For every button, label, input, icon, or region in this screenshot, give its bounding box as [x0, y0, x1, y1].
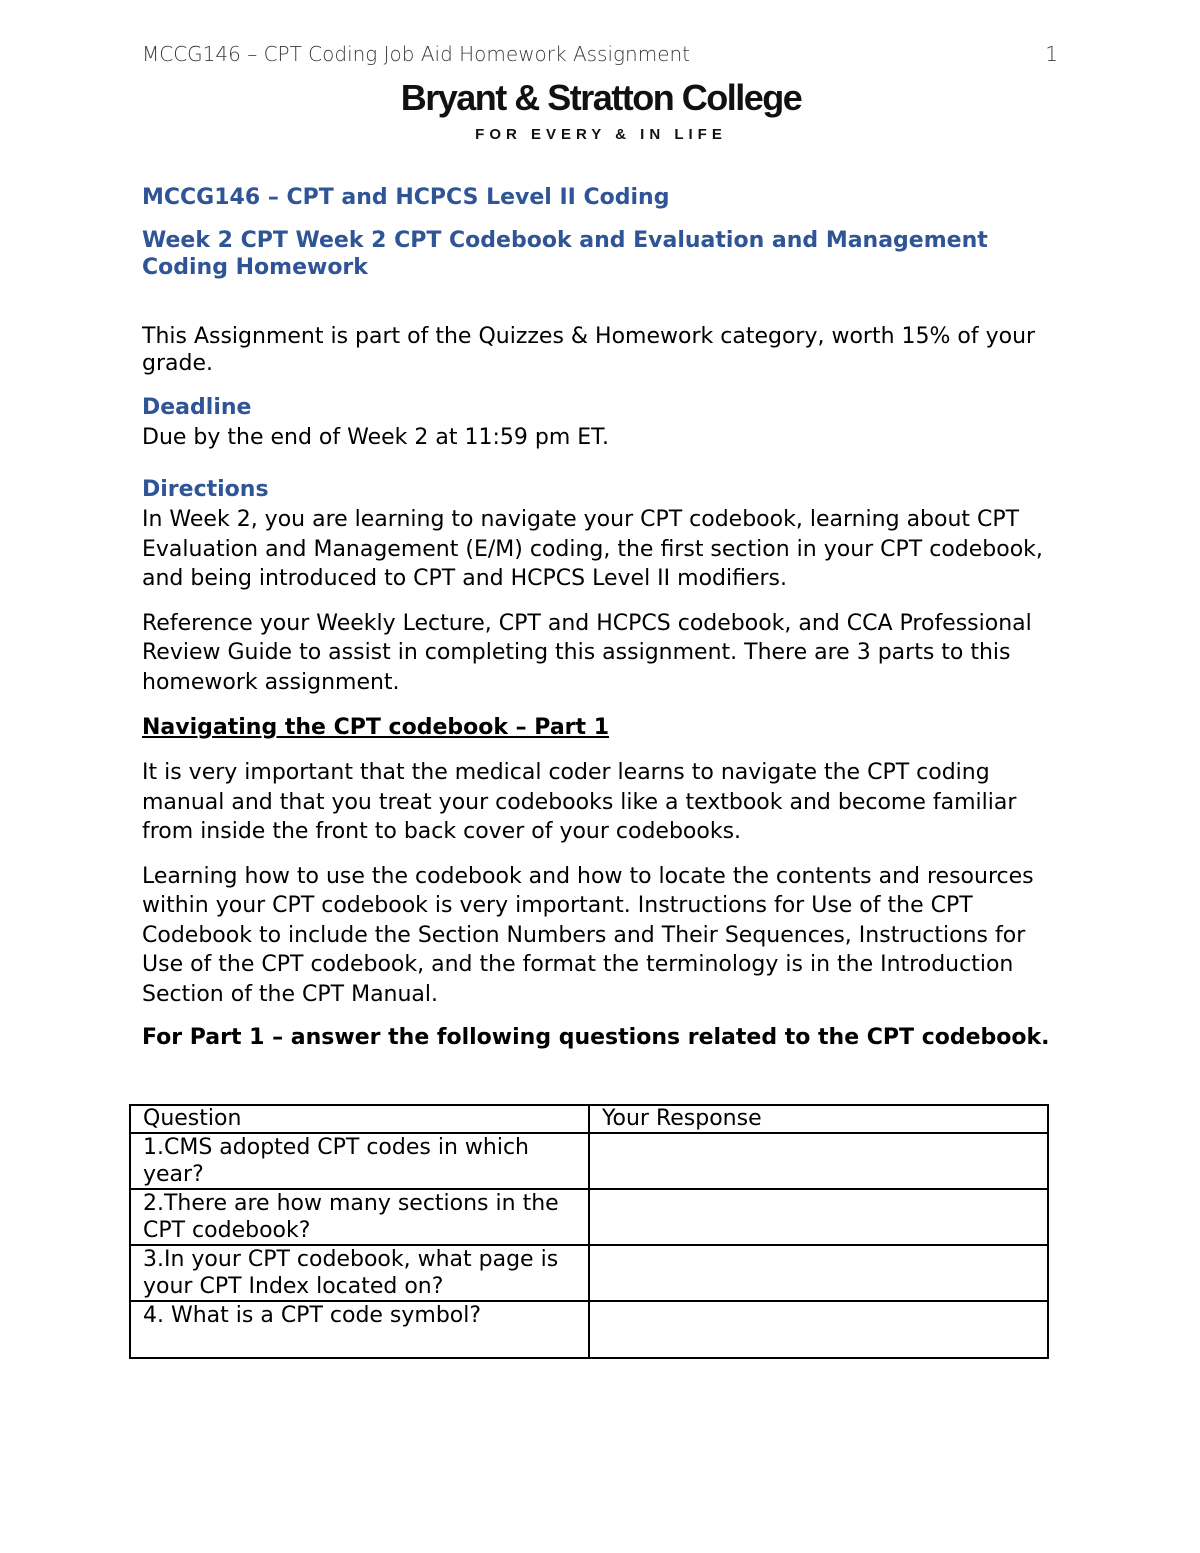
table-row	[130, 1189, 1048, 1245]
table-row	[130, 1245, 1048, 1301]
intro-paragraph: This Assignment is part of the Quizzes & Homework category, worth 15% of your grade.	[142, 324, 1036, 376]
table-header-row	[130, 1105, 1048, 1133]
question-cell: 1.CMS adopted CPT codes in which year?	[130, 1133, 589, 1189]
directions-heading: Directions	[142, 477, 269, 502]
deadline-heading: Deadline	[142, 395, 252, 420]
college-logo	[396, 78, 806, 143]
response-cell[interactable]	[589, 1301, 1048, 1358]
question-cell: 2.There are how many sections in the CPT codebook?	[130, 1189, 589, 1245]
logo-name: Bryant & Stratton College	[400, 77, 802, 118]
part1-instruction: For Part 1 – answer the following questions related to the CPT codebook.	[142, 1025, 1050, 1050]
reference-text: Reference your Weekly Lecture, CPT and HCPCS codebook, and CCA Professional Review Guide to assist in completing this assignment. There are 3 parts to this homework assignment.	[142, 610, 1032, 695]
column-header-question: Question	[130, 1105, 589, 1133]
question-cell: 4. What is a CPT code symbol?	[130, 1301, 589, 1358]
response-cell[interactable]	[589, 1133, 1048, 1189]
deadline-text: Due by the end of Week 2 at 11:59 pm ET.	[142, 425, 609, 450]
response-cell[interactable]	[589, 1189, 1048, 1245]
assignment-title: Week 2 CPT Week 2 CPT Codebook and Evaluation and Management Coding Homework	[142, 228, 988, 280]
directions-text: In Week 2, you are learning to navigate your CPT codebook, learning about CPT Evaluation and Management (E/M) coding, the first section in your CPT codebook, and being introduced to CPT and HCPCS Level II modifiers.	[142, 507, 1043, 591]
part1-heading: Navigating the CPT codebook – Part 1	[142, 715, 610, 740]
course-title: MCCG146 – CPT and HCPCS Level II Coding	[142, 185, 670, 210]
logo-tagline: FOR EVERY & IN LIFE	[475, 126, 727, 143]
document-body	[142, 183, 1062, 1053]
page-number: 1	[1045, 42, 1058, 66]
running-title: MCCG146 – CPT Coding Job Aid Homework Assignment	[142, 42, 691, 66]
table-row	[130, 1133, 1048, 1189]
column-header-response: Your Response	[589, 1105, 1048, 1133]
table-row	[130, 1301, 1048, 1358]
part1-learning-text: Learning how to use the codebook and how to locate the contents and resources within your CPT codebook is very important. Instructions for Use of the CPT Codebook to include the Section Numbers and Their Sequences, Instructions for Use of the CPT codebook, and the format the terminology is in the Introduction Section of the CPT Manual.	[142, 863, 1034, 1007]
running-header	[142, 42, 1058, 66]
part1-importance-text: It is very important that the medical coder learns to navigate the CPT coding manual and that you treat your codebooks like a textbook and become familiar from inside the front to back cover of your codebooks.	[142, 760, 1017, 844]
question-cell: 3.In your CPT codebook, what page is your CPT Index located on?	[130, 1245, 589, 1301]
questions-table	[129, 1104, 1049, 1359]
response-cell[interactable]	[589, 1245, 1048, 1301]
